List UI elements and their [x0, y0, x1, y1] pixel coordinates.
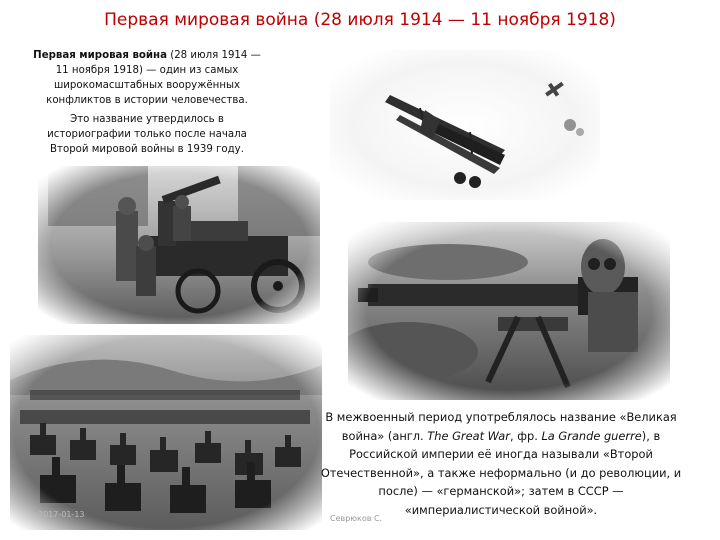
armored-car-photo: [38, 166, 320, 324]
footer-date: 2017-01-13: [38, 510, 85, 519]
cavalry-photo: [10, 335, 322, 530]
biplane-photo: [330, 50, 600, 200]
great-war-english: The Great War: [427, 428, 510, 443]
great-war-text-part2: , фр.: [509, 428, 542, 443]
intro-bold-lead: Первая мировая война: [33, 50, 167, 61]
machine-gun-photo: [348, 222, 670, 400]
great-war-french: La Grande guerre: [541, 428, 642, 443]
great-war-text-part1: В межвоенный период употреблялось название «Великая война» (англ.: [325, 410, 677, 443]
intro-paragraph-2: Это название утвердилось в историографии только после начала Второй мировой войны в 1939 году.: [47, 114, 247, 155]
great-war-text: [316, 408, 686, 519]
slide-title: Первая мировая война (28 июля 1914 — 11 ноября 1918): [104, 10, 616, 30]
great-war-text-part3: ), в Российской империи её иногда называли «Второй Отечественной», а также неформально (и до революции, и после) — «германской»; затем в СССР — «империалистической войной».: [320, 428, 682, 517]
intro-paragraph-1-rest: (28 июля 1914 — 11 ноября 1918) — один из самых широкомасштабных вооружённых конфликтов в истории человечества.: [46, 50, 261, 106]
intro-text: [28, 48, 266, 161]
intro-paragraph-1: [28, 48, 266, 108]
footer-author: Севрюков С.: [330, 514, 383, 523]
